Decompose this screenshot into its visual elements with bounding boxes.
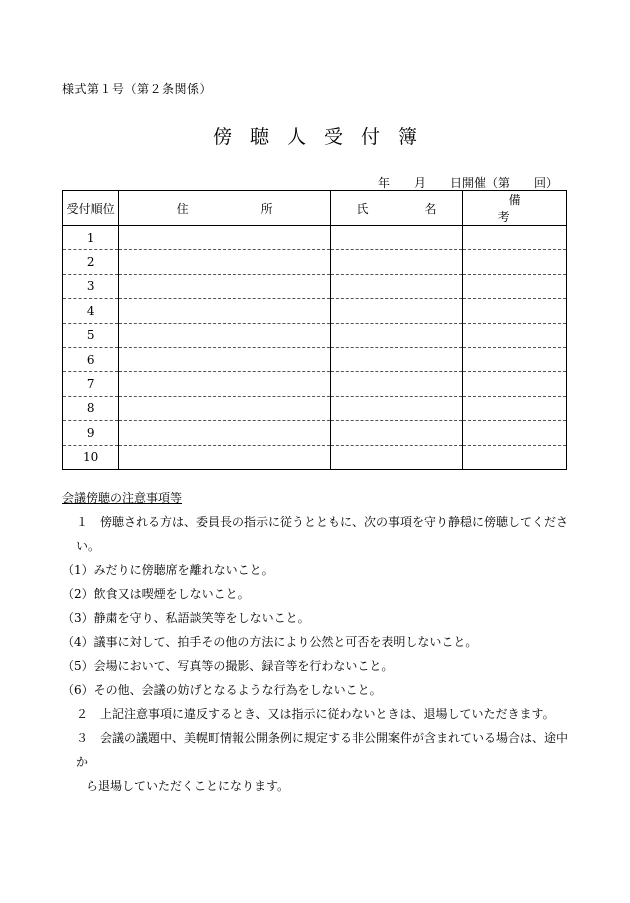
- row-order-cell: 9: [63, 421, 119, 445]
- page-title: 傍聴人受付簿: [212, 126, 435, 148]
- note-sub-5: （5）会場において、写真等の撮影、録音等を行わないこと。: [62, 659, 394, 673]
- table-row: [63, 274, 567, 298]
- form-number: 様式第１号（第２条関係）: [62, 82, 213, 96]
- row-remarks-cell[interactable]: [463, 372, 567, 396]
- row-address-cell[interactable]: [119, 347, 330, 371]
- row-address-cell[interactable]: [119, 421, 330, 445]
- row-remarks-cell[interactable]: [463, 421, 567, 445]
- row-remarks-cell[interactable]: [463, 445, 567, 469]
- table-row: [63, 299, 567, 323]
- row-address-cell[interactable]: [119, 226, 330, 250]
- row-order-cell: 3: [63, 274, 119, 298]
- row-name-cell[interactable]: [330, 226, 462, 250]
- row-remarks-cell[interactable]: [463, 396, 567, 420]
- row-remarks-cell[interactable]: [463, 299, 567, 323]
- row-address-cell[interactable]: [119, 372, 330, 396]
- meeting-date-line: 年 月 日開催（第 回）: [377, 176, 558, 190]
- row-name-cell[interactable]: [330, 347, 462, 371]
- row-remarks-cell[interactable]: [463, 323, 567, 347]
- note-item-3: ３ 会議の議題中、美幌町情報公開条例に規定する非公開案件が含まれている場合は、途中か: [76, 731, 569, 769]
- row-address-cell[interactable]: [119, 274, 330, 298]
- note-item-1: １ 傍聴される方は、委員長の指示に従うとともに、次の事項を守り静穏に傍聴してください。: [76, 515, 569, 553]
- note-sub-3: （3）静粛を守り、私語談笑等をしないこと。: [62, 611, 310, 625]
- row-order-cell: 5: [63, 323, 119, 347]
- row-address-cell[interactable]: [119, 299, 330, 323]
- note-sub-1: （1）みだりに傍聴席を離れないこと。: [62, 563, 274, 577]
- table-row: [63, 226, 567, 250]
- table-row: [63, 372, 567, 396]
- row-order-cell: 6: [63, 347, 119, 371]
- row-order-cell: 8: [63, 396, 119, 420]
- row-address-cell[interactable]: [119, 445, 330, 469]
- row-remarks-cell[interactable]: [463, 226, 567, 250]
- row-name-cell[interactable]: [330, 323, 462, 347]
- table-row: [63, 421, 567, 445]
- row-order-cell: 2: [63, 250, 119, 274]
- row-remarks-cell[interactable]: [463, 250, 567, 274]
- notes-section: [62, 510, 572, 798]
- row-order-cell: 10: [63, 445, 119, 469]
- column-header-order: 受付順位: [63, 191, 119, 226]
- row-name-cell[interactable]: [330, 274, 462, 298]
- row-address-cell[interactable]: [119, 323, 330, 347]
- column-header-name: 氏 名: [330, 191, 462, 226]
- note-sub-6: （6）その他、会議の妨げとなるような行為をしないこと。: [62, 683, 382, 697]
- row-order-cell: 4: [63, 299, 119, 323]
- row-name-cell[interactable]: [330, 396, 462, 420]
- row-remarks-cell[interactable]: [463, 347, 567, 371]
- row-address-cell[interactable]: [119, 396, 330, 420]
- table-row: [63, 347, 567, 371]
- table-row: [63, 323, 567, 347]
- table-row: [63, 250, 567, 274]
- note-item-3-cont: ら退場していただくことになります。: [86, 779, 290, 793]
- row-name-cell[interactable]: [330, 299, 462, 323]
- note-item-2: ２ 上記注意事項に違反するとき、又は指示に従わないときは、退場していただきます。: [76, 707, 555, 721]
- row-address-cell[interactable]: [119, 250, 330, 274]
- note-sub-2: （2）飲食又は喫煙をしないこと。: [62, 587, 250, 601]
- column-header-address: 住 所: [119, 191, 330, 226]
- table-row: [63, 445, 567, 469]
- row-order-cell: 1: [63, 226, 119, 250]
- row-name-cell[interactable]: [330, 250, 462, 274]
- attendee-register-table: [62, 190, 577, 470]
- note-sub-4: （4）議事に対して、拍手その他の方法により公然と可否を表明しないこと。: [62, 635, 478, 649]
- notes-heading: 会議傍聴の注意事項等: [62, 491, 183, 505]
- row-remarks-cell[interactable]: [463, 274, 567, 298]
- table-header-row: [63, 191, 567, 226]
- row-name-cell[interactable]: [330, 421, 462, 445]
- row-name-cell[interactable]: [330, 445, 462, 469]
- row-order-cell: 7: [63, 372, 119, 396]
- table-row: [63, 396, 567, 420]
- column-header-remarks: 備 考: [463, 191, 567, 226]
- row-name-cell[interactable]: [330, 372, 462, 396]
